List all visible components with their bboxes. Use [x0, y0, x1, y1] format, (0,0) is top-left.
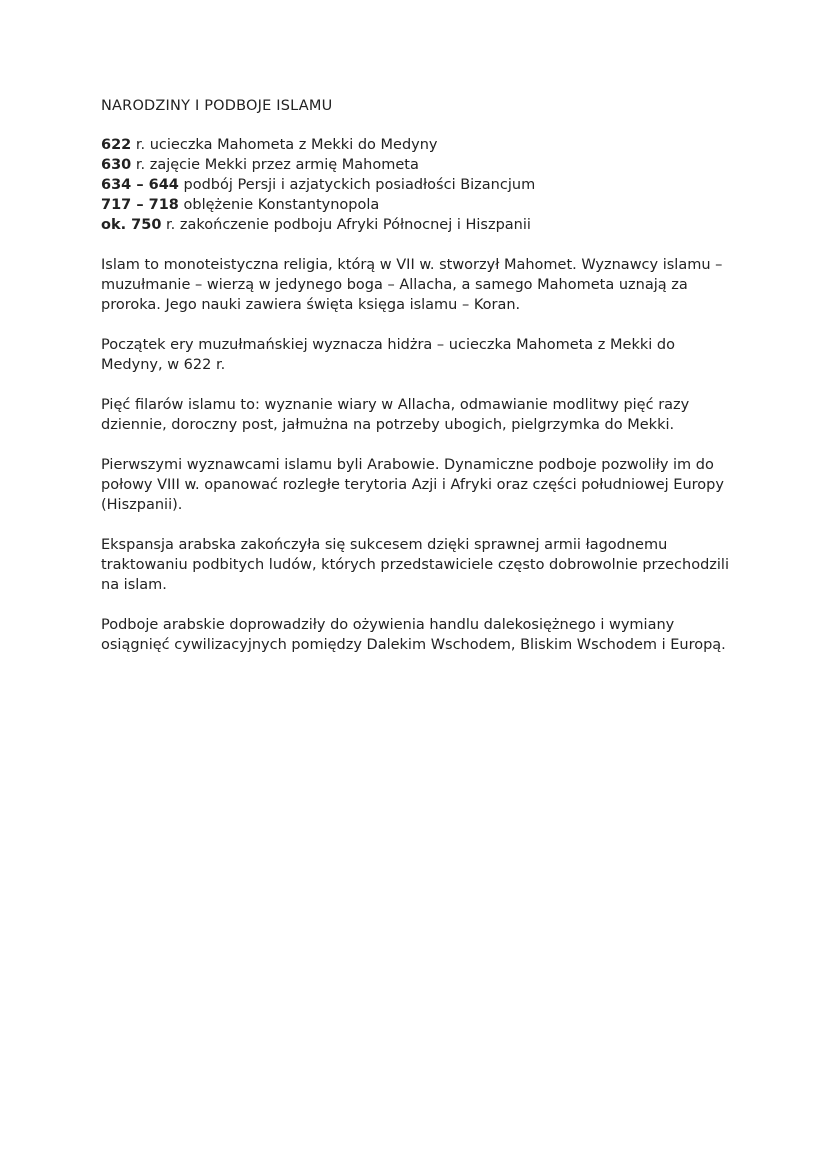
timeline-item [101, 135, 741, 155]
timeline-date: 630 [101, 157, 132, 173]
paragraph-trade: Podboje arabskie doprowadziły do ożywienia handlu dalekosiężnego i wymiany osiągnięć cywilizacyjnych pomiędzy Dalekim Wschodem, Bliskim Wschodem i Europą. [101, 617, 726, 653]
timeline-text: podbój Persji i azjatyckich posiadłości Bizancjum [178, 177, 536, 193]
timeline-text: r. zajęcie Mekki przez armię Mahometa [131, 157, 419, 173]
timeline-text: r. zakończenie podboju Afryki Północnej i Hiszpanii [161, 217, 531, 233]
timeline-list [101, 135, 741, 235]
paragraph-expansion: Ekspansja arabska zakończyła się sukcesem dzięki sprawnej armii łagodnemu traktowaniu podbitych ludów, których przedstawiciele często dobrowolnie przechodzili na islam. [101, 537, 729, 593]
paragraph-islam-intro: Islam to monoteistyczna religia, którą w VII w. stworzył Mahomet. Wyznawcy islamu – muzułmanie – wierzą w jedynego boga – Allacha, a samego Mahometa uznają za proroka. Jego nauki zawiera święta księga islamu – Koran. [101, 257, 723, 313]
page-title: NARODZINY I PODBOJE ISLAMU [101, 98, 333, 114]
timeline-item [101, 215, 741, 235]
timeline-item [101, 195, 741, 215]
paragraph-five-pillars: Pięć filarów islamu to: wyznanie wiary w Allacha, odmawianie modlitwy pięć razy dziennie, doroczny post, jałmużna na potrzeby ubogich, pielgrzymka do Mekki. [101, 397, 690, 433]
timeline-item [101, 155, 741, 175]
timeline-date: 717 – 718 [101, 197, 179, 213]
timeline-date: 622 [101, 137, 132, 153]
timeline-item [101, 175, 741, 195]
paragraph-hijra: Początek ery muzułmańskiej wyznacza hidżra – ucieczka Mahometa z Mekki do Medyny, w 622 r. [101, 337, 675, 373]
document-page [101, 96, 741, 675]
timeline-date: ok. 750 [101, 217, 162, 233]
timeline-text: r. ucieczka Mahometa z Mekki do Medyny [131, 137, 438, 153]
timeline-text: oblężenie Konstantynopola [178, 197, 380, 213]
timeline-date: 634 – 644 [101, 177, 179, 193]
paragraph-first-followers: Pierwszymi wyznawcami islamu byli Arabowie. Dynamiczne podboje pozwoliły im do połowy VIII w. opanować rozległe terytoria Azji i Afryki oraz części południowej Europy (Hiszpanii). [101, 457, 724, 513]
